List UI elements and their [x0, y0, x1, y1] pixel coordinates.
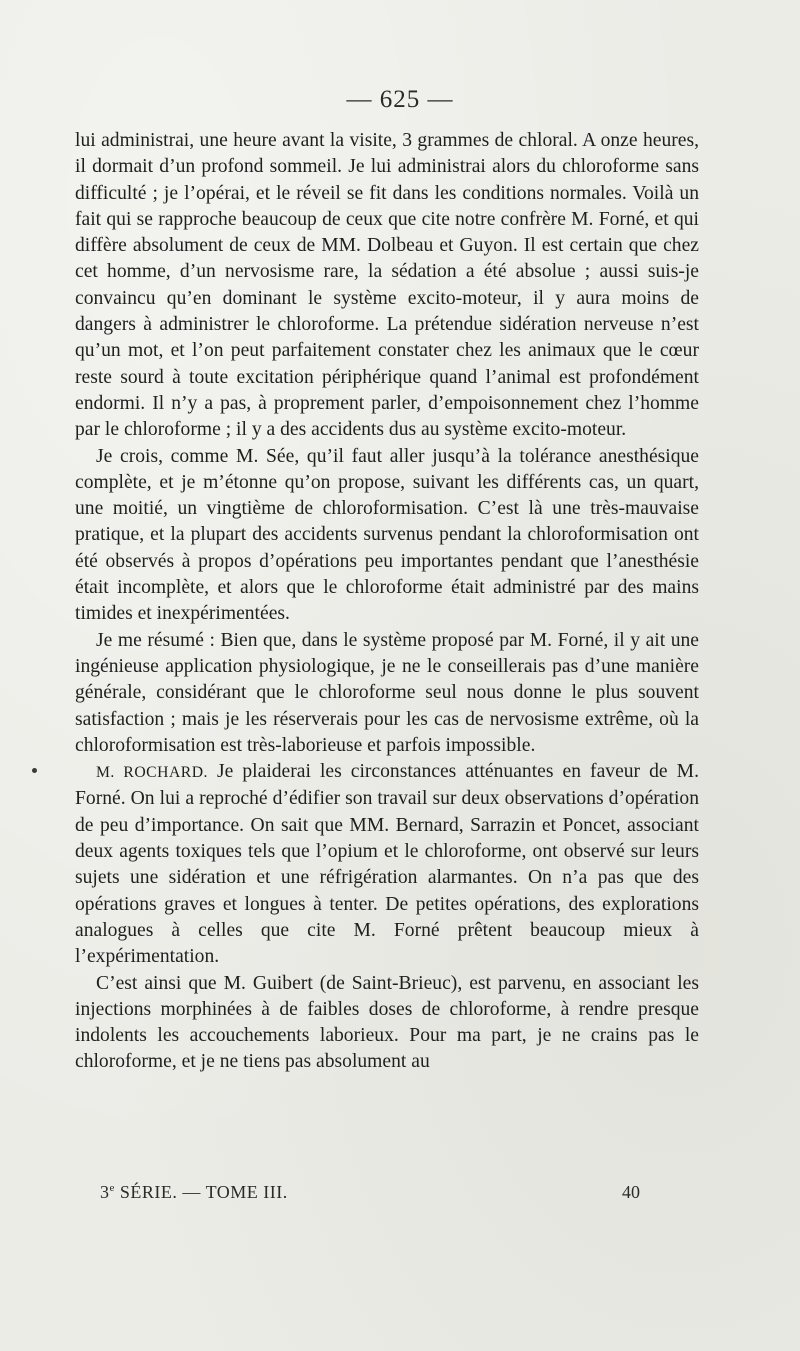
paragraph-1: lui administrai, une heure avant la visite, 3 grammes de chloral. A onze heures, il dormait d’un profond sommeil. Je lui administrai alors du chloroforme sans difficulté ; je l’opérai, et le réveil se fit dans les conditions normales. Voilà un fait qui se rapproche beaucoup de ceux que cite notre confrère M. Forné, et qui diffère absolument de ceux de MM. Dolbeau et Guyon. Il est certain que chez cet homme, d’un nervosisme rare, la sédation a été absolue ; aussi suis-je convaincu qu’en dominant le système excito-moteur, il y aura moins de dangers à administrer le chloroforme. La prétendue sidération nerveuse n’est qu’un mot, et l’on peut parfaitement constater chez les animaux que le cœur reste sourd à toute excitation périphérique quand l’animal est profondément endormi. Il n’y a pas, à proprement parler, d’empoisonnement chez l’homme par le chloroforme ; il y a des accidents dus au système excito-moteur.	[75, 130, 699, 441]
margin-ink-dot	[32, 768, 37, 773]
series-number: 3	[100, 1182, 110, 1202]
paragraph-3: Je me résumé : Bien que, dans le système proposé par M. Forné, il y ait une ingénieuse application physiologique, je ne le conseillerais pas d’une manière générale, considérant que le chloroforme seul nous donne le plus souvent satisfaction ; mais je les réserverais pour les cas de nervosisme extrême, où la chloroformisation est très-laborieuse et parfois impossible.	[75, 629, 699, 756]
page-number: — 625 —	[346, 86, 454, 113]
sheet-number: 40	[622, 1182, 640, 1202]
series-volume-label	[100, 1182, 288, 1203]
paragraph-5: C’est ainsi que M. Guibert (de Saint-Brieuc), est parvenu, en associant les injections morphinées à de faibles doses de chloroforme, à rendre presque indolents les accouchements laborieux. Pour ma part, je ne crains pas le chloroforme, et je ne tiens pas absolument au	[75, 972, 699, 1073]
body-text	[75, 128, 699, 1076]
paragraph-4-text: Je plaiderai les circonstances atténuantes en faveur de M. Forné. On lui a reproché d’édifier son travail sur deux observations d’opération de peu d’importance. On sait que MM. Bernard, Sarrazin et Poncet, associant deux agents toxiques tels que l’opium et le chloroforme, ont observé sur leurs sujets une sidération et une réfrigération alarmantes. On n’a pas que des opérations graves et longues à tenter. De petites opérations, des explorations analogues à celles que cite M. Forné prêtent beaucoup mieux à l’expérimentation.	[75, 761, 699, 968]
series-text: SÉRIE. — TOME III.	[114, 1182, 288, 1202]
paragraph-2: Je crois, comme M. Sée, qu’il faut aller jusqu’à la tolérance anesthésique complète, et je m’étonne qu’on propose, suivant les différents cas, un quart, une moitié, un vingtième de chloroformisation. C’est là une très-mauvaise pratique, et la plupart des accidents survenus pendant la chloroformisation ont été observés à propos d’opérations peu importantes pendant que l’anesthésie était incomplète, et alors que le chloroforme était administré par des mains timides et inexpérimentées.	[75, 445, 699, 625]
speaker-name: M. ROCHARD.	[96, 764, 208, 782]
series-superscript: e	[109, 1182, 115, 1194]
paragraph-4	[75, 759, 699, 970]
